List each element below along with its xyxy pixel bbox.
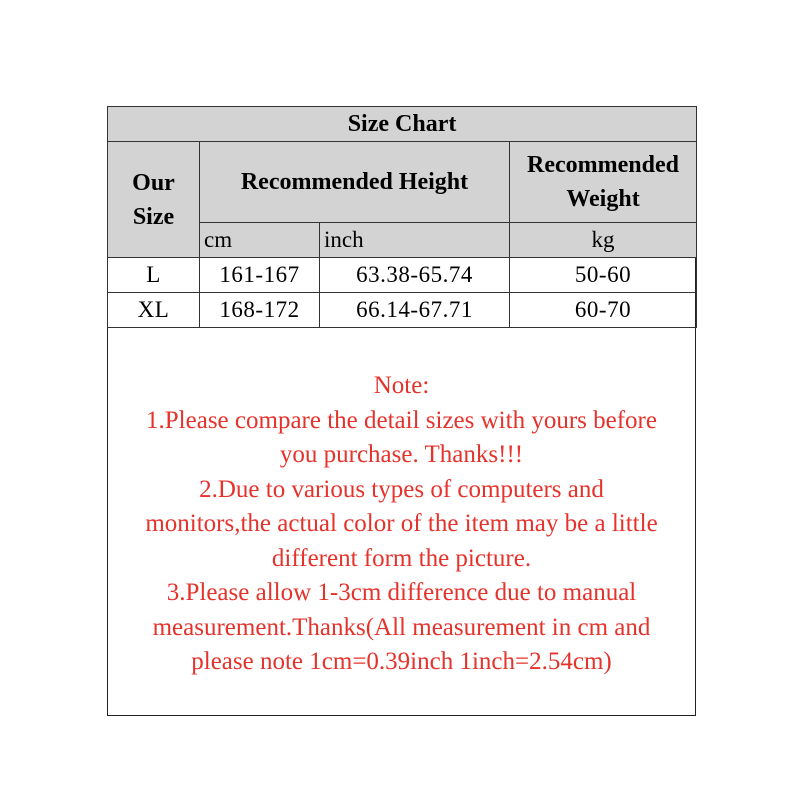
unit-inch: inch [320,223,510,258]
size-chart [107,106,696,716]
header-recommended-weight [510,142,697,223]
header-recommended-height: Recommended Height [200,142,510,223]
row-cm: 161-167 [200,258,320,293]
header-our-size [108,142,200,258]
header-weight-line1: Recommended [527,152,679,178]
note-line: different form the picture. [271,544,532,572]
row-cm: 168-172 [200,293,320,328]
note-line: please note 1cm=0.39inch 1inch=2.54cm) [191,648,612,675]
notes-section [108,369,695,680]
unit-cm: cm [200,223,320,258]
table-title: Size Chart [108,107,697,142]
note-heading: Note: [373,372,430,399]
table-row [108,293,697,328]
note-line: 3.Please allow 1-3cm difference due to manual [166,579,637,606]
row-kg: 60-70 [510,293,697,328]
note-line: you purchase. Thanks!!! [279,441,524,468]
note-line: monitors,the actual color of the item may be a little [145,510,658,537]
table-row [108,258,697,293]
note-line: measurement.Thanks(All measurement in cm and [152,613,651,641]
row-inch: 66.14-67.71 [320,293,510,328]
note-line: 2.Due to various types of computers and [199,475,604,503]
note-line: 1.Please compare the detail sizes with yours before [146,406,657,434]
size-table [107,106,697,328]
row-size: L [108,258,200,293]
unit-kg: kg [510,223,697,258]
row-size: XL [108,293,200,328]
row-inch: 63.38-65.74 [320,258,510,293]
header-our-size-line1: Our [132,169,175,196]
header-weight-line2: Weight [566,186,640,212]
header-our-size-line2: Size [132,203,175,230]
row-kg: 50-60 [510,258,697,293]
